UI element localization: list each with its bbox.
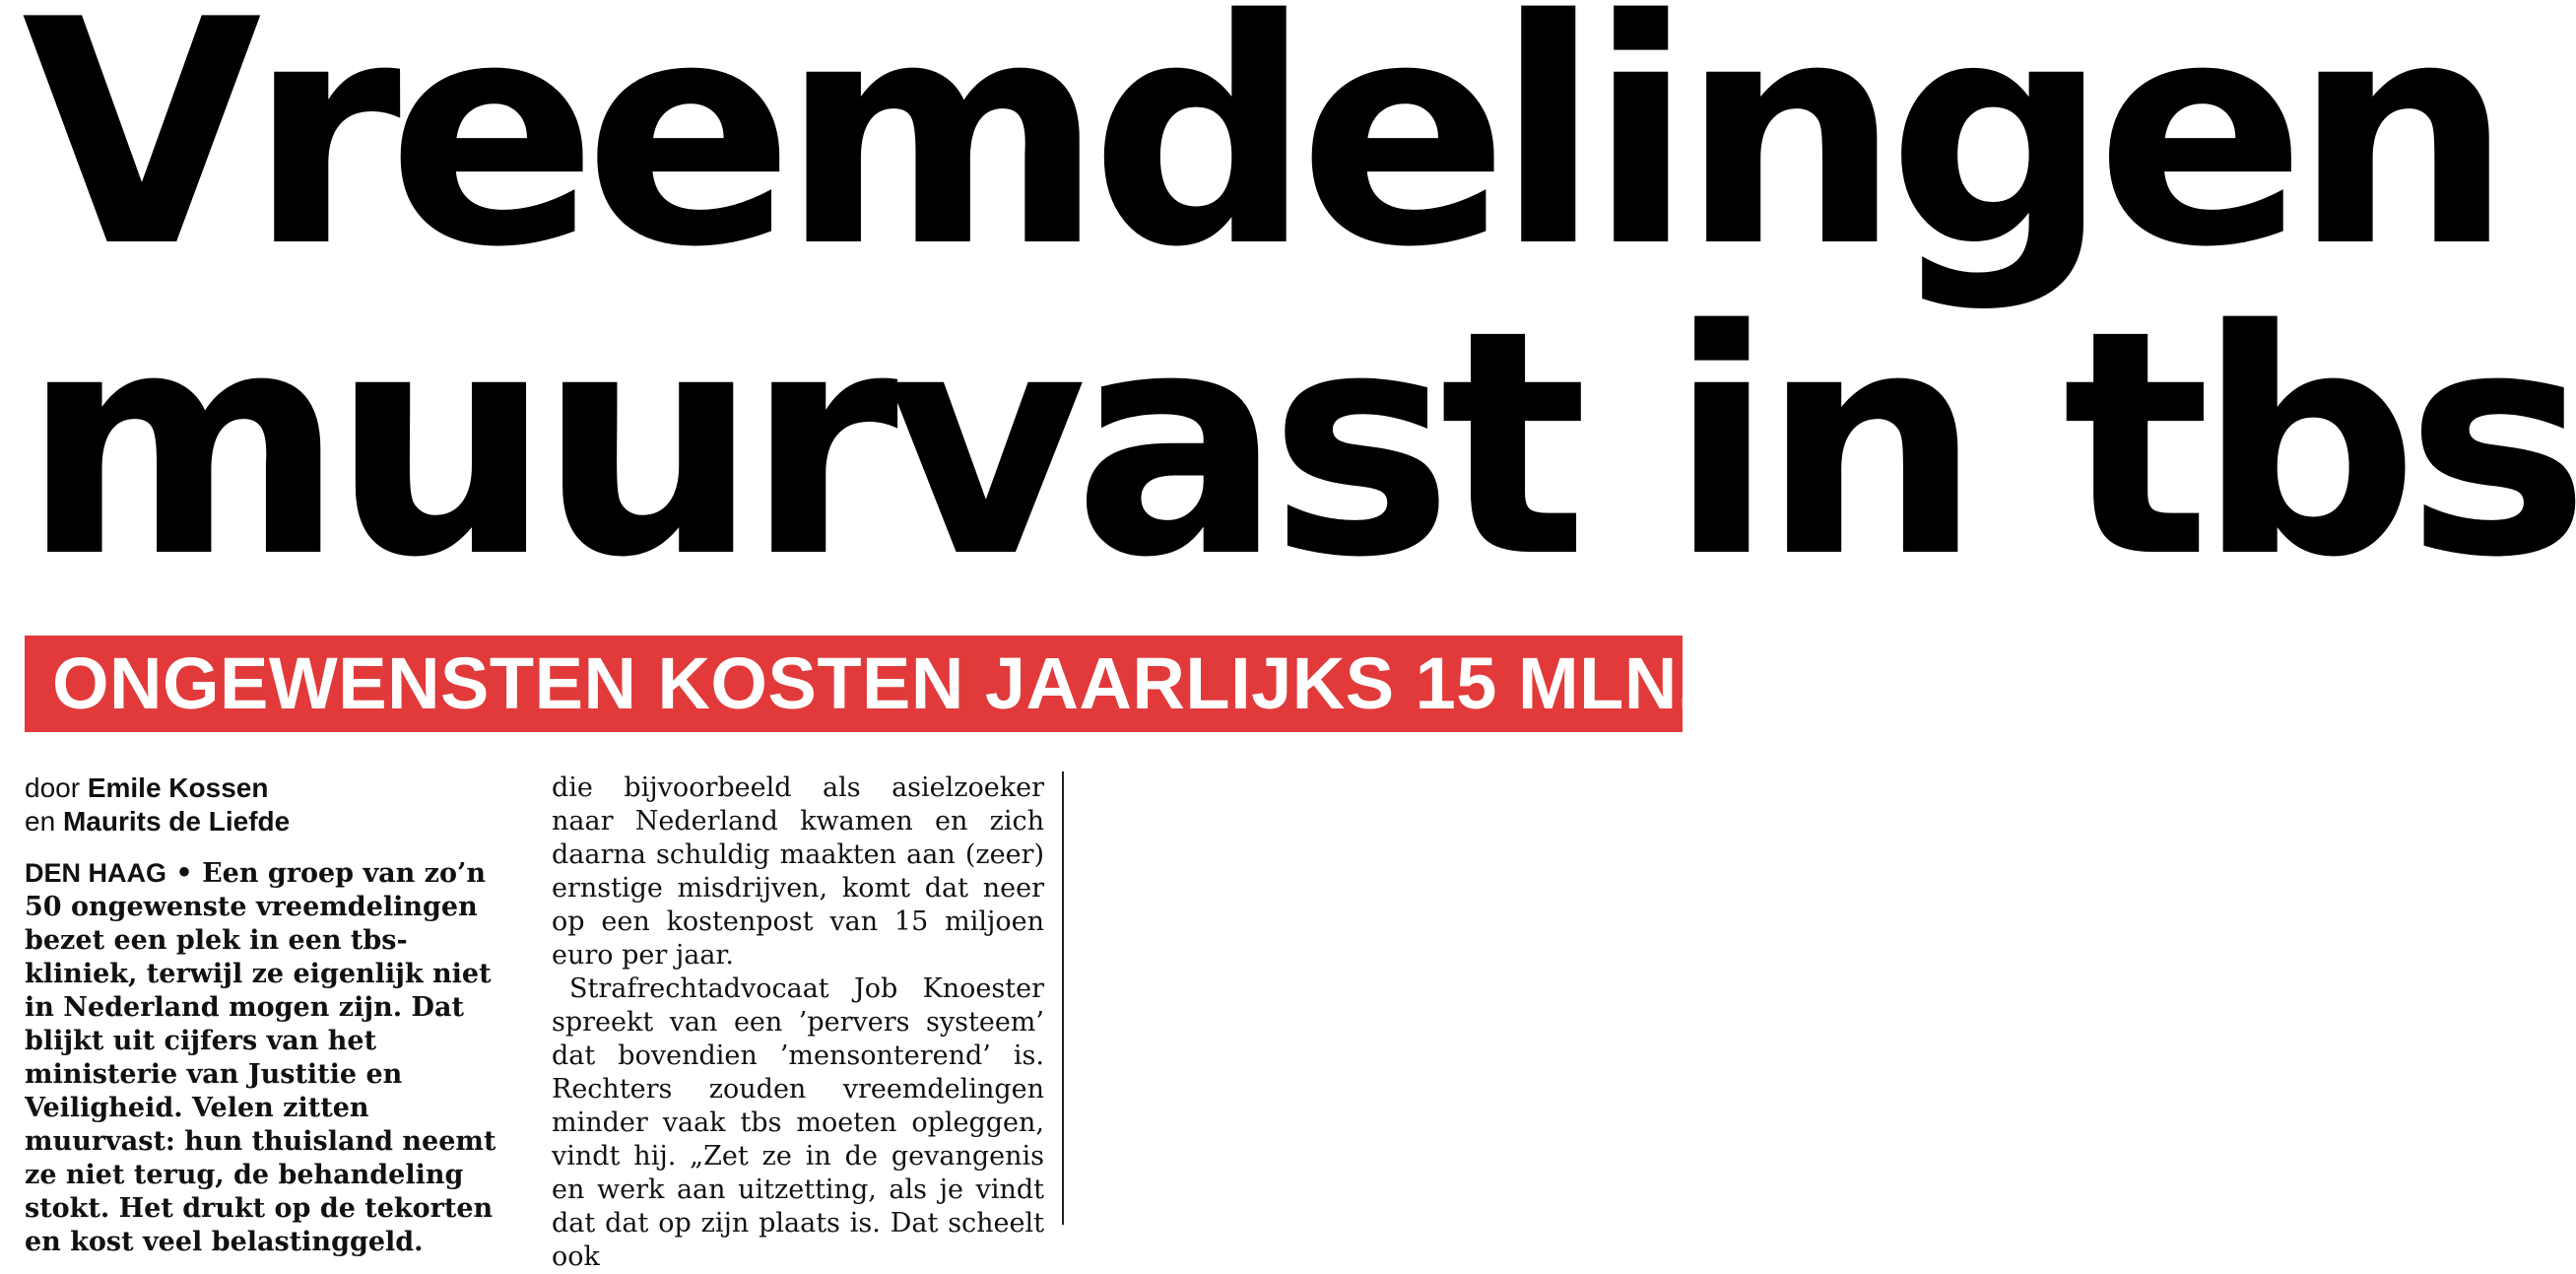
byline-prefix-2: en	[25, 806, 56, 837]
lead-text: Een groep van zo’n 50 ongewenste vreemdelingen bezet een plek in een tbs-kliniek, terwijl ze eigenlijk niet in Nederland mogen zijn. Dat blijkt uit cijfers van het ministerie van Justitie en Veiligheid. Velen zitten muurvast: hun thuisland neemt ze niet terug, de behandeling stokt. Het drukt op de tekorten en kost veel belastinggeld.	[25, 858, 496, 1257]
byline-author-2: Maurits de Liefde	[62, 806, 291, 837]
lead-paragraph	[25, 856, 512, 1259]
article-column-2	[552, 771, 1044, 1272]
headline-line-2: muurvast in tbs	[22, 265, 2576, 626]
article-column-1	[25, 771, 512, 1257]
headline	[22, 0, 2576, 626]
headline-line-1: Vreemdelingen	[22, 0, 2500, 315]
kicker-banner: ONGEWENSTEN KOSTEN JAARLIJKS 15 MLN.	[25, 636, 1683, 732]
byline	[25, 771, 512, 838]
body-paragraph-2: Strafrechtadvocaat Job Knoester spreekt van een ’pervers systeem’ dat bovendien ’mensonterend’ is. Rechters zouden vreemdelingen minder vaak tbs moeten opleggen, vindt hij. „Zet ze in de gevangenis en werk aan uitzetting, als je vindt dat dat op zijn plaats is. Dat scheelt ook	[552, 973, 1044, 1272]
column-rule	[1062, 771, 1064, 1225]
byline-prefix-1: door	[25, 772, 81, 803]
byline-line-2	[25, 805, 512, 838]
dateline-bullet: •	[175, 858, 193, 889]
body-text	[552, 771, 1044, 1274]
dateline: DEN HAAG	[25, 858, 167, 888]
byline-author-1: Emile Kossen	[87, 772, 269, 803]
byline-line-1	[25, 771, 512, 805]
body-paragraph-1: die bijvoorbeeld als asielzoeker naar Nederland kwamen en zich daarna schuldig maakten aan (zeer) ernstige misdrijven, komt dat neer op een kostenpost van 15 miljoen euro per jaar.	[552, 772, 1044, 971]
